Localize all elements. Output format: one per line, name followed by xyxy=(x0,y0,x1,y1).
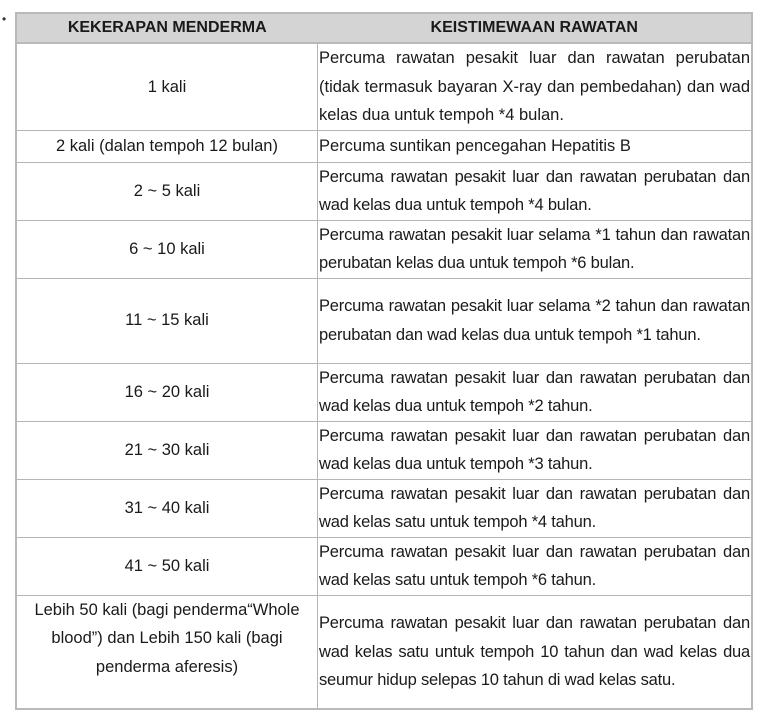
table-row xyxy=(16,479,752,537)
benefit-cell: Percuma rawatan pesakit luar dan rawatan perubatan dan wad kelas satu untuk tempoh *4 tahun. xyxy=(318,479,753,537)
table-row xyxy=(16,421,752,479)
benefit-cell: Percuma rawatan pesakit luar selama *1 tahun dan rawatan perubatan kelas dua untuk tempoh *6 bulan. xyxy=(318,220,753,278)
benefit-cell: Percuma rawatan pesakit luar selama *2 tahun dan rawatan perubatan dan wad kelas dua untuk tempoh *1 tahun. xyxy=(318,278,753,363)
frequency-cell: Lebih 50 kali (bagi penderma“Whole blood”) dan Lebih 150 kali (bagi penderma aferesis) xyxy=(16,595,318,709)
table-row xyxy=(16,43,752,130)
header-frequency: KEKERAPAN MENDERMA xyxy=(16,13,318,43)
frequency-cell: 2 ~ 5 kali xyxy=(16,162,318,220)
benefit-cell: Percuma rawatan pesakit luar dan rawatan perubatan dan wad kelas satu untuk tempoh *6 tahun. xyxy=(318,537,753,595)
benefit-cell: Percuma rawatan pesakit luar dan rawatan perubatan dan wad kelas satu untuk tempoh 10 tahun dan wad kelas dua seumur hidup selepas 10 tahun di wad kelas satu. xyxy=(318,595,753,709)
donation-benefits-table xyxy=(15,12,753,710)
table-row xyxy=(16,162,752,220)
frequency-cell: 41 ~ 50 kali xyxy=(16,537,318,595)
frequency-cell: 16 ~ 20 kali xyxy=(16,363,318,421)
frequency-cell: 11 ~ 15 kali xyxy=(16,278,318,363)
benefit-cell: Percuma rawatan pesakit luar dan rawatan perubatan dan wad kelas dua untuk tempoh *3 tahun. xyxy=(318,421,753,479)
bullet-marker: • xyxy=(2,12,7,26)
table-row xyxy=(16,363,752,421)
benefit-cell: Percuma rawatan pesakit luar dan rawatan perubatan dan wad kelas dua untuk tempoh *2 tahun. xyxy=(318,363,753,421)
table-row xyxy=(16,220,752,278)
table-header-row xyxy=(16,13,752,43)
frequency-cell: 21 ~ 30 kali xyxy=(16,421,318,479)
frequency-cell: 1 kali xyxy=(16,43,318,130)
table-row xyxy=(16,595,752,709)
frequency-cell: 6 ~ 10 kali xyxy=(16,220,318,278)
benefit-cell: Percuma suntikan pencegahan Hepatitis B xyxy=(318,130,753,162)
table-row xyxy=(16,130,752,162)
benefit-cell: Percuma rawatan pesakit luar dan rawatan perubatan dan wad kelas dua untuk tempoh *4 bulan. xyxy=(318,162,753,220)
table-row xyxy=(16,537,752,595)
header-benefit: KEISTIMEWAAN RAWATAN xyxy=(318,13,753,43)
frequency-cell: 31 ~ 40 kali xyxy=(16,479,318,537)
table-row xyxy=(16,278,752,363)
benefit-cell: Percuma rawatan pesakit luar dan rawatan perubatan (tidak termasuk bayaran X-ray dan pembedahan) dan wad kelas dua untuk tempoh *4 bulan. xyxy=(318,43,753,130)
frequency-cell: 2 kali (dalan tempoh 12 bulan) xyxy=(16,130,318,162)
